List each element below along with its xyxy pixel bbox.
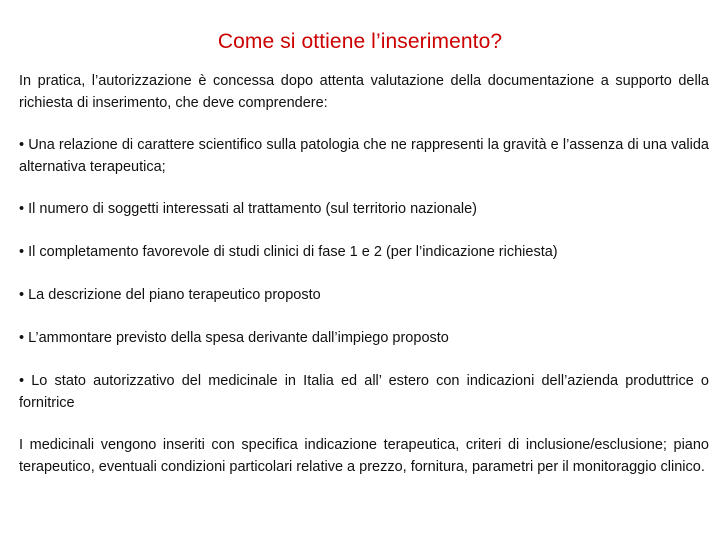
bullet-item: • Una relazione di carattere scientifico sulla patologia che ne rappresenti la gravità e l’assenza di una valida alternativa terapeutica; <box>19 137 709 175</box>
closing-paragraph: I medicinali vengono inseriti con specifica indicazione terapeutica, criteri di inclusione/esclusione; piano terapeutico, eventuali condizioni particolari relative a prezzo, fornitura, parametri per il monitoraggio clinico. <box>19 437 709 475</box>
intro-paragraph: In pratica, l’autorizzazione è concessa dopo attenta valutazione della documentazione a supporto della richiesta di inserimento, che deve comprendere: <box>19 73 709 111</box>
bullet-item: • L’ammontare previsto della spesa derivante dall’impiego proposto <box>19 330 449 346</box>
slide-body <box>19 70 709 498</box>
slide-title: Come si ottiene l’inserimento? <box>217 30 503 53</box>
bullet-item: • Il numero di soggetti interessati al trattamento (sul territorio nazionale) <box>19 201 478 217</box>
bullet-item: • Lo stato autorizzativo del medicinale in Italia ed all’ estero con indicazioni dell’azienda produttrice o fornitrice <box>19 373 709 411</box>
bullet-item: • Il completamento favorevole di studi clinici di fase 1 e 2 (per l’indicazione richiesta) <box>19 244 558 260</box>
bullet-item: • La descrizione del piano terapeutico proposto <box>19 287 321 303</box>
